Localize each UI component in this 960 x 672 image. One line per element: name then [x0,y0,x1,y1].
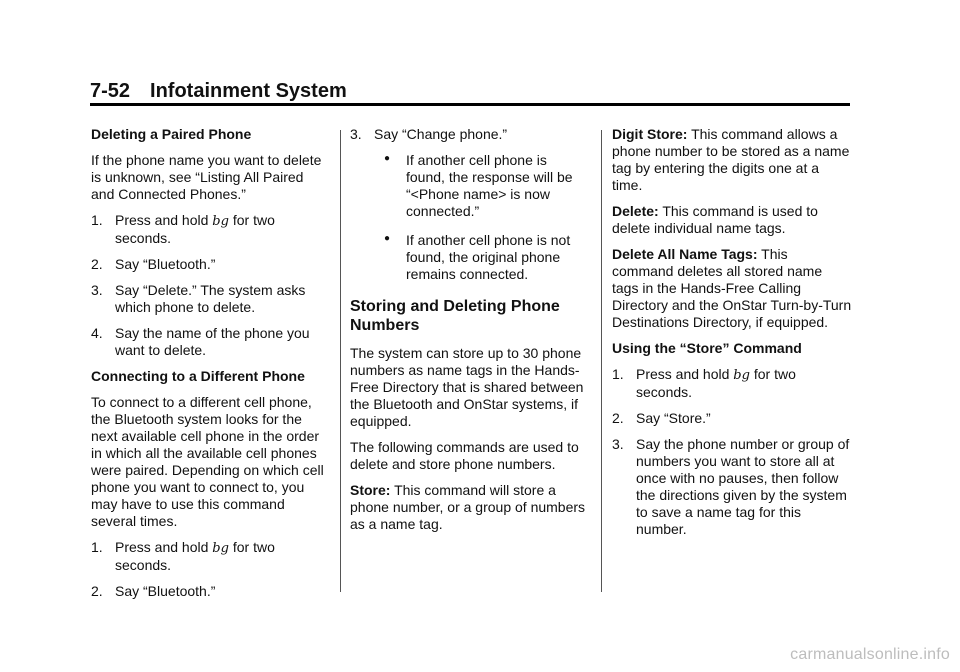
step-text-pre: Press and hold [115,212,209,228]
connecting-intro: To connect to a different cell phone, the Bluetooth system looks for the next available cell phone in the order in which all the available cell phones were paired. Depending on which cell phone you want to connect to, you may have to use this command several times. [91,394,324,529]
step-text-pre: Press and hold [115,539,209,555]
delete-definition [612,203,852,237]
step-text: Say “Bluetooth.” [115,256,216,272]
step-number: 1. [91,212,103,228]
delete-all-definition [612,246,852,331]
bullet-text: If another cell phone is found, the response will be “<Phone name> is now connected.” [406,152,573,219]
bullet-icon: ● [384,153,391,164]
page-number: 7-52 [90,80,131,102]
step-number: 1. [91,539,103,555]
column-3 [612,126,852,547]
step-text [115,212,329,247]
deleting-step-1 [91,212,329,247]
step-text: Say “Delete.” The system asks which phone to delete. [115,282,306,315]
bullet-icon: ● [384,233,391,244]
store-step-3 [612,436,852,538]
header-rule [90,103,850,106]
voice-button-icon: g [220,214,229,229]
deleting-step-3 [91,282,329,316]
step-text [636,366,852,401]
connecting-step-1 [91,539,329,574]
digit-store-definition [612,126,852,194]
step-number: 3. [350,126,362,142]
store-step-1 [612,366,852,401]
section-title: Infotainment System [150,80,347,102]
step-text: Say “Bluetooth.” [115,583,216,599]
step-number: 2. [91,256,103,272]
deleting-heading: Deleting a Paired Phone [91,126,252,142]
store-definition [350,482,588,533]
watermark: carmanualsonline.info [790,646,950,663]
connecting-heading: Connecting to a Different Phone [91,368,305,384]
column-divider-1 [340,130,341,592]
commands-intro: The following commands are used to delete and store phone numbers. [350,439,579,472]
step-text: Say “Change phone.” [374,126,508,142]
store-term: Store: [350,482,391,498]
storing-heading: Storing and Deleting Phone Numbers [350,298,560,334]
connecting-step-2 [91,583,329,600]
step-number: 1. [612,366,624,382]
store-desc: This command will store a phone number, or a group of numbers as a name tag. [350,482,586,532]
step-text: Say the phone number or group of numbers you want to store all at once with no pauses, then follow the directions given by the system to save a name tag for this number. [636,436,850,537]
step-text-post: for two seconds. [115,212,275,246]
storing-intro: The system can store up to 30 phone numbers as name tags in the Hands-Free Directory that is shared between the Bluetooth and OnStar systems, if equipped. [350,345,584,429]
delete-desc: This command is used to delete individual name tags. [612,203,818,236]
voice-button-icon: g [741,368,750,383]
digit-store-term: Digit Store: [612,126,688,142]
step-text: Say “Store.” [636,410,711,426]
step-number: 3. [91,282,103,298]
delete-all-desc: This command deletes all stored name tags in the Hands-Free Calling Directory and the OnStar Turn-by-Turn Destinations Directory, if equipped. [612,246,852,330]
bullet-item [384,152,588,220]
bullet-text: If another cell phone is not found, the original phone remains connected. [406,232,571,282]
delete-all-term: Delete All Name Tags: [612,246,758,262]
step-text-post: for two seconds. [636,366,796,400]
delete-term: Delete: [612,203,659,219]
deleting-intro: If the phone name you want to delete is unknown, see “Listing All Paired and Connected Phones.” [91,152,322,202]
digit-store-desc: This command allows a phone number to be stored as a name tag by entering the digits one at a time. [612,126,850,193]
voice-button-icon: g [220,541,229,556]
connecting-step-3 [350,126,588,143]
step-number: 4. [91,325,103,341]
deleting-step-4 [91,325,329,359]
column-divider-2 [601,130,602,592]
bullet-item [384,232,588,283]
step-number: 3. [612,436,624,452]
step-text [115,539,329,574]
header-text [90,80,347,103]
phone-button-icon: b [212,214,221,229]
step-text: Say the name of the phone you want to delete. [115,325,310,358]
store-step-2 [612,410,852,427]
column-2 [350,126,588,542]
column-1 [91,126,329,609]
phone-button-icon: b [212,541,221,556]
using-store-heading: Using the “Store” Command [612,340,802,356]
step-number: 2. [91,583,103,599]
step-text-pre: Press and hold [636,366,730,382]
step-text-post: for two seconds. [115,539,275,573]
deleting-step-2 [91,256,329,273]
step-number: 2. [612,410,624,426]
phone-button-icon: b [733,368,742,383]
